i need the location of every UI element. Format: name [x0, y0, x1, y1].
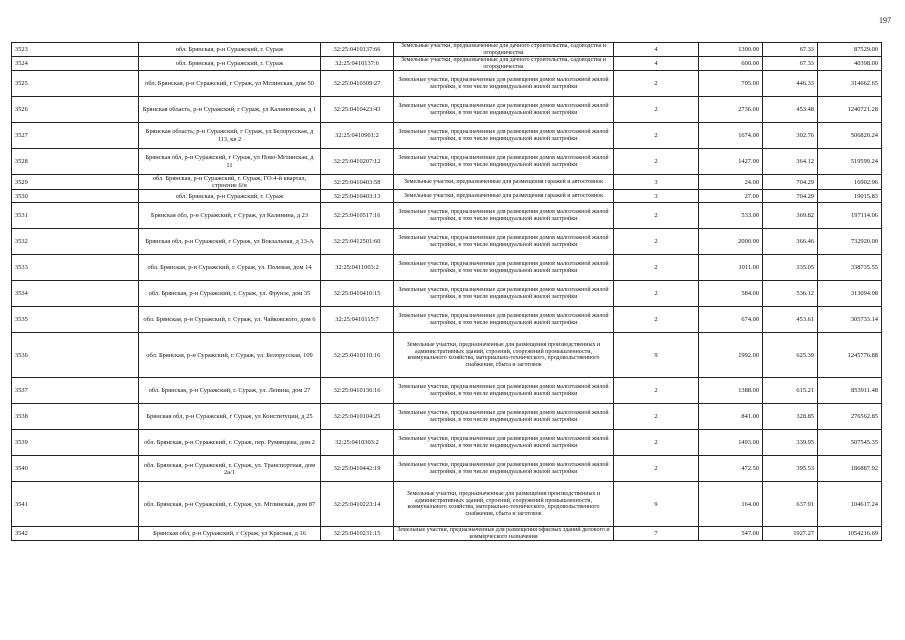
cadastral-number-cell: 32:25:0410423:43	[321, 97, 394, 123]
specific-value-cell: 637.91	[763, 482, 818, 527]
use-group-cell: 3	[614, 190, 699, 203]
cadastral-number-cell: 32:25:0410901:2	[321, 123, 394, 149]
area-cell: 27.00	[699, 190, 763, 203]
specific-value-cell: 453.61	[763, 307, 818, 333]
area-cell: 1300.00	[699, 43, 763, 57]
cadastral-value-cell: 506820.24	[818, 123, 882, 149]
address-cell: обл. Брянская, р-н Суражский, г. Сураж, ул. Полевая, дом 14	[139, 255, 321, 281]
area-cell: 674.00	[699, 307, 763, 333]
use-group-cell: 2	[614, 255, 699, 281]
cadastral-value-cell: 853911.48	[818, 378, 882, 404]
specific-value-cell: 615.21	[763, 378, 818, 404]
table-row	[12, 203, 882, 229]
area-cell: 841.00	[699, 404, 763, 430]
table-body	[12, 43, 882, 541]
land-use-cell: Земельные участки, предназначенные для размещения домов малоэтажной жилой застройки, в том числе индивидуальной жилой застройки	[394, 123, 614, 149]
cadastral-value-cell: 40398.00	[818, 57, 882, 71]
use-group-cell: 2	[614, 203, 699, 229]
use-group-cell: 2	[614, 149, 699, 175]
cadastral-number-cell: 32:25:0410231:15	[321, 527, 394, 541]
land-use-cell: Земельные участки, предназначенные для размещения производственных и административных зданий, строений, сооружений промышленности, коммунального хозяйства, материально-технического, продовольственного снабжения, сбыта и заготовок	[394, 482, 614, 527]
land-use-cell: Земельные участки, предназначенные для размещения домов малоэтажной жилой застройки, в том числе индивидуальной жилой застройки	[394, 430, 614, 456]
cadastral-value-cell: 519599.24	[818, 149, 882, 175]
use-group-cell: 2	[614, 404, 699, 430]
table-row	[12, 430, 882, 456]
land-use-cell: Земельные участки, предназначенные для размещения производственных и административных зданий, строений, сооружений промышленности, коммунального хозяйства, материально-технического, продовольственного снабжения, сбыта и заготовок	[394, 333, 614, 378]
specific-value-cell: 335.05	[763, 255, 818, 281]
address-cell: обл. Брянская, р-н Суражский, г. Сураж, ул. Белорусская, 109	[139, 333, 321, 378]
land-use-cell: Земельные участки, предназначенные для размещения домов малоэтажной жилой застройки, в том числе индивидуальной жилой застройки	[394, 456, 614, 482]
cadastral-number-cell: 32:25:0411003:2	[321, 255, 394, 281]
address-cell: обл. Брянская, р-н Суражский, г. Сураж, ул. Транспортная, дом 2а/1	[139, 456, 321, 482]
row-number-cell: 3539	[12, 430, 139, 456]
area-cell: 1493.00	[699, 430, 763, 456]
area-cell: 472.50	[699, 456, 763, 482]
row-number-cell: 3532	[12, 229, 139, 255]
cadastral-value-cell: 305733.14	[818, 307, 882, 333]
address-cell: обл. Брянская, р-н Суражский, г. Сураж, ул. Фрунзе, дом 35	[139, 281, 321, 307]
area-cell: 600.00	[699, 57, 763, 71]
cadastral-value-cell: 1245776.88	[818, 333, 882, 378]
address-cell: Брянская обл, р-н Суражский, г Сураж, ул Конституции, д 25	[139, 404, 321, 430]
land-use-cell: Земельные участки, предназначенные для размещения домов малоэтажной жилой застройки, в том числе индивидуальной жилой застройки	[394, 71, 614, 97]
table-row	[12, 71, 882, 97]
area-cell: 1427.00	[699, 149, 763, 175]
area-cell: 584.00	[699, 281, 763, 307]
cadastral-number-cell: 32:25:0410403:58	[321, 175, 394, 190]
area-cell: 164.00	[699, 482, 763, 527]
row-number-cell: 3538	[12, 404, 139, 430]
table-row	[12, 527, 882, 541]
cadastral-number-cell: 32:25:0410137:66	[321, 43, 394, 57]
address-cell: обл. Брянская, р-н Суражский, г. Сураж	[139, 190, 321, 203]
cadastral-value-cell: 338735.55	[818, 255, 882, 281]
table-row	[12, 97, 882, 123]
cadastral-number-cell: 32:25:0410410:15	[321, 281, 394, 307]
specific-value-cell: 446.33	[763, 71, 818, 97]
specific-value-cell: 395.53	[763, 456, 818, 482]
page-number: 197	[879, 16, 891, 25]
area-cell: 547.00	[699, 527, 763, 541]
land-use-cell: Земельные участки, предназначенные для размещения домов малоэтажной жилой застройки, в том числе индивидуальной жилой застройки	[394, 149, 614, 175]
table-row	[12, 404, 882, 430]
use-group-cell: 2	[614, 71, 699, 97]
cadastral-value-cell: 1240721.28	[818, 97, 882, 123]
cadastral-number-cell: 32:25:0410442:19	[321, 456, 394, 482]
row-number-cell: 3541	[12, 482, 139, 527]
address-cell: Брянская обл, р-н Суражский, г Сураж, ул Вокзальная, д 13-А	[139, 229, 321, 255]
use-group-cell: 7	[614, 527, 699, 541]
specific-value-cell: 704.29	[763, 190, 818, 203]
use-group-cell: 2	[614, 378, 699, 404]
specific-value-cell: 302.76	[763, 123, 818, 149]
cadastral-value-cell: 16902.96	[818, 175, 882, 190]
use-group-cell: 2	[614, 97, 699, 123]
specific-value-cell: 453.48	[763, 97, 818, 123]
row-number-cell: 3525	[12, 71, 139, 97]
cadastral-number-cell: 32:25:0410110:16	[321, 333, 394, 378]
cadastral-number-cell: 32:25:0410137:6	[321, 57, 394, 71]
table-row	[12, 378, 882, 404]
table-row	[12, 281, 882, 307]
row-number-cell: 3529	[12, 175, 139, 190]
use-group-cell: 3	[614, 175, 699, 190]
row-number-cell: 3523	[12, 43, 139, 57]
address-cell: Брянская обл, р-н Суражский, г Сураж, ул Ново-Мглинская, д 11	[139, 149, 321, 175]
table-row	[12, 229, 882, 255]
land-use-cell: Земельные участки, предназначенные для размещения домов малоэтажной жилой застройки, в том числе индивидуальной жилой застройки	[394, 378, 614, 404]
row-number-cell: 3535	[12, 307, 139, 333]
use-group-cell: 2	[614, 123, 699, 149]
cadastral-number-cell: 32:25:0410115:7	[321, 307, 394, 333]
table-row	[12, 255, 882, 281]
cadastral-number-cell: 32:25:0410104:25	[321, 404, 394, 430]
address-cell: Брянская обл, р-н Суражский, г Сураж, ул Калинина, д 23	[139, 203, 321, 229]
use-group-cell: 2	[614, 229, 699, 255]
cadastral-value-cell: 313094.08	[818, 281, 882, 307]
cadastral-value-cell: 104617.24	[818, 482, 882, 527]
cadastral-value-cell: 507545.35	[818, 430, 882, 456]
area-cell: 533.00	[699, 203, 763, 229]
row-number-cell: 3530	[12, 190, 139, 203]
area-cell: 24.00	[699, 175, 763, 190]
address-cell: обл. Брянская, р-н Суражский, г. Сураж, пер. Румянцева, дом 2	[139, 430, 321, 456]
row-number-cell: 3528	[12, 149, 139, 175]
table-row	[12, 175, 882, 190]
row-number-cell: 3526	[12, 97, 139, 123]
table-row	[12, 456, 882, 482]
cadastral-number-cell: 32:25:0410517:16	[321, 203, 394, 229]
land-use-cell: Земельные участки, предназначенные для размещения гаражей и автостоянок	[394, 175, 614, 190]
address-cell: обл. Брянская, р-н Суражский, г. Сураж	[139, 57, 321, 71]
use-group-cell: 4	[614, 57, 699, 71]
cadastral-value-cell: 1054216.69	[818, 527, 882, 541]
row-number-cell: 3524	[12, 57, 139, 71]
area-cell: 705.00	[699, 71, 763, 97]
table-row	[12, 307, 882, 333]
land-use-cell: Земельные участки, предназначенные для размещения офисных зданий делового и коммерческого назначения	[394, 527, 614, 541]
cadastral-value-cell: 314662.65	[818, 71, 882, 97]
land-use-cell: Земельные участки, предназначенные для размещения домов малоэтажной жилой застройки, в том числе индивидуальной жилой застройки	[394, 307, 614, 333]
row-number-cell: 3534	[12, 281, 139, 307]
address-cell: Брянская область, р-н Суражский, г Сураж, ул Белорусская, д 113, кв 2	[139, 123, 321, 149]
address-cell: обл. Брянская, р-н Суражский, г Сураж, ул Мглинская, дом 50	[139, 71, 321, 97]
specific-value-cell: 625.39	[763, 333, 818, 378]
address-cell: обл. Брянская, р-н Суражский, г. Сураж	[139, 43, 321, 57]
row-number-cell: 3537	[12, 378, 139, 404]
specific-value-cell: 67.33	[763, 43, 818, 57]
row-number-cell: 3531	[12, 203, 139, 229]
land-use-cell: Земельные участки, предназначенные для дачного строительства, садоводства и огородничества	[394, 43, 614, 57]
row-number-cell: 3536	[12, 333, 139, 378]
area-cell: 1011.00	[699, 255, 763, 281]
use-group-cell: 2	[614, 307, 699, 333]
specific-value-cell: 328.85	[763, 404, 818, 430]
cadastral-number-cell: 32:25:0412501:60	[321, 229, 394, 255]
land-use-cell: Земельные участки, предназначенные для размещения домов малоэтажной жилой застройки, в том числе индивидуальной жилой застройки	[394, 97, 614, 123]
cadastral-number-cell: 32:25:0410403:13	[321, 190, 394, 203]
table-row	[12, 482, 882, 527]
area-cell: 2000.00	[699, 229, 763, 255]
specific-value-cell: 1927.27	[763, 527, 818, 541]
row-number-cell: 3533	[12, 255, 139, 281]
cadastral-number-cell: 32:25:0410223:14	[321, 482, 394, 527]
table-row	[12, 149, 882, 175]
row-number-cell: 3540	[12, 456, 139, 482]
use-group-cell: 2	[614, 430, 699, 456]
area-cell: 2736.00	[699, 97, 763, 123]
use-group-cell: 2	[614, 456, 699, 482]
area-cell: 1388.00	[699, 378, 763, 404]
row-number-cell: 3542	[12, 527, 139, 541]
specific-value-cell: 364.12	[763, 149, 818, 175]
use-group-cell: 9	[614, 482, 699, 527]
cadastral-number-cell: 32:25:0410136:16	[321, 378, 394, 404]
cadastral-number-cell: 32:25:0410207:12	[321, 149, 394, 175]
table-row	[12, 190, 882, 203]
land-use-cell: Земельные участки, предназначенные для размещения гаражей и автостоянок	[394, 190, 614, 203]
table-row	[12, 333, 882, 378]
address-cell: обл. Брянская, р-н Суражский, г. Сураж, ул. Ленина, дом 27	[139, 378, 321, 404]
address-cell: обл. Брянская, р-н Суражский, г. Сураж, ул. Мглинская, дом 87	[139, 482, 321, 527]
table-row	[12, 43, 882, 57]
cadastral-value-cell: 87529.00	[818, 43, 882, 57]
land-use-cell: Земельные участки, предназначенные для размещения домов малоэтажной жилой застройки, в том числе индивидуальной жилой застройки	[394, 255, 614, 281]
cadastral-value-cell: 732920.00	[818, 229, 882, 255]
land-use-cell: Земельные участки, предназначенные для размещения домов малоэтажной жилой застройки, в том числе индивидуальной жилой застройки	[394, 203, 614, 229]
specific-value-cell: 536.12	[763, 281, 818, 307]
cadastral-value-cell: 276562.85	[818, 404, 882, 430]
address-cell: Брянская область, р-н Суражский, г Сураж, ул Калиновская, д 1	[139, 97, 321, 123]
land-use-cell: Земельные участки, предназначенные для размещения домов малоэтажной жилой застройки, в том числе индивидуальной жилой застройки	[394, 281, 614, 307]
specific-value-cell: 369.82	[763, 203, 818, 229]
area-cell: 1992.00	[699, 333, 763, 378]
use-group-cell: 9	[614, 333, 699, 378]
address-cell: обл. Брянская, р-н Суражский, г. Сураж, ул. Чайковского, дом 6	[139, 307, 321, 333]
land-use-cell: Земельные участки, предназначенные для размещения домов малоэтажной жилой застройки, в том числе индивидуальной жилой застройки	[394, 229, 614, 255]
specific-value-cell: 704.29	[763, 175, 818, 190]
cadastral-value-cell: 186887.92	[818, 456, 882, 482]
specific-value-cell: 339.95	[763, 430, 818, 456]
land-use-cell: Земельные участки, предназначенные для размещения домов малоэтажной жилой застройки, в том числе индивидуальной жилой застройки	[394, 404, 614, 430]
table-row	[12, 123, 882, 149]
address-cell: обл. Брянская, р-н Суражский, г. Сураж, ГО 4-й квартал, строение 6/н	[139, 175, 321, 190]
specific-value-cell: 67.33	[763, 57, 818, 71]
table-row	[12, 57, 882, 71]
row-number-cell: 3527	[12, 123, 139, 149]
use-group-cell: 2	[614, 281, 699, 307]
cadastral-value-cell: 19015.83	[818, 190, 882, 203]
cadastral-number-cell: 32:25:0410309:27	[321, 71, 394, 97]
specific-value-cell: 366.46	[763, 229, 818, 255]
cadastral-number-cell: 32:25:0410303:2	[321, 430, 394, 456]
address-cell: Брянская обл, р-н Суражский, г Сураж, ул Красная, д 16	[139, 527, 321, 541]
area-cell: 1674.00	[699, 123, 763, 149]
cadastral-value-table	[11, 42, 882, 541]
land-use-cell: Земельные участки, предназначенные для дачного строительства, садоводства и огородничества	[394, 57, 614, 71]
use-group-cell: 4	[614, 43, 699, 57]
cadastral-value-cell: 197114.06	[818, 203, 882, 229]
